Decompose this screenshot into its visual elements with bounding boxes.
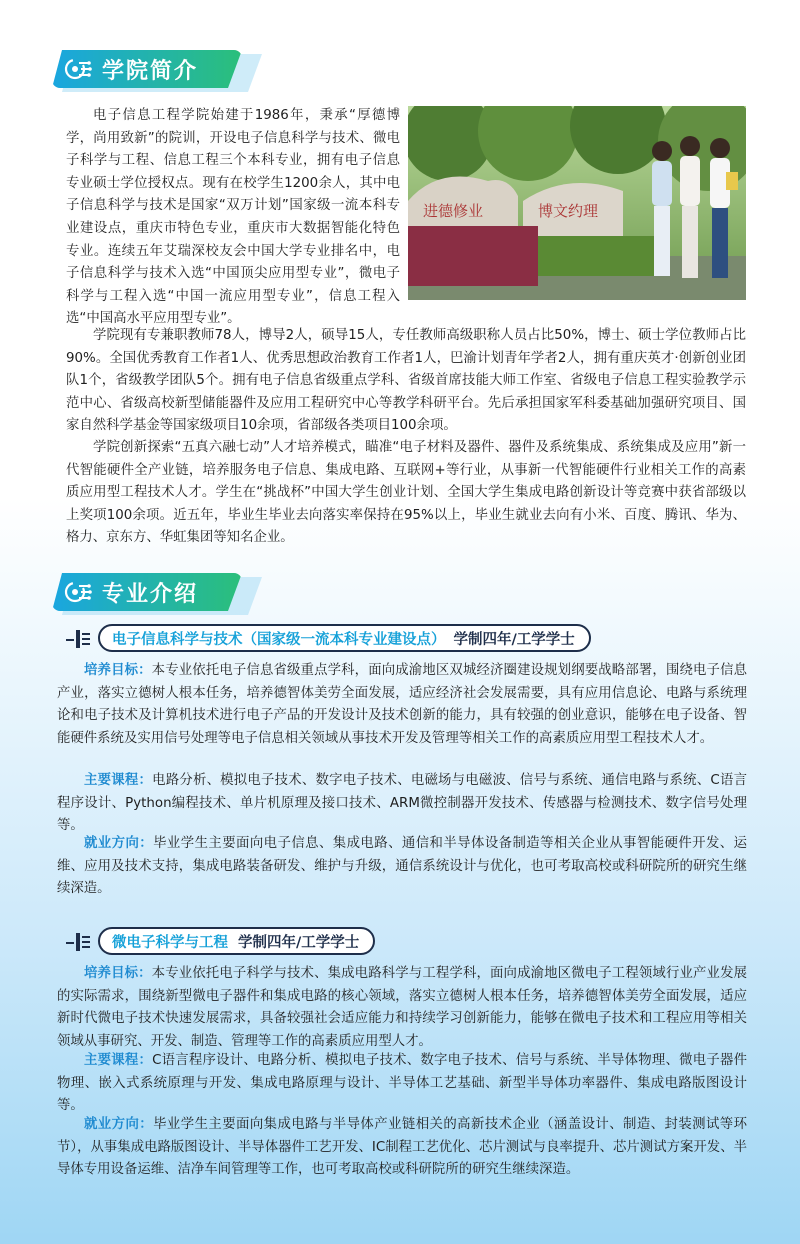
career-text: 毕业学生主要面向集成电路与半导体产业链相关的高新技术企业（涵盖设计、制造、封装测试等环节），从事集成电路版图设计、半导体器件工艺开发、IC制程工艺优化、芯片测试与良率提升、芯片测试方案开发、半导体专用设备运维、洁净车间管理等工作，也可考取高校或科研院所的研究生继续深造。 xyxy=(57,1117,747,1178)
major1-goal xyxy=(57,660,747,750)
major1-career xyxy=(57,833,747,901)
major-degree: 学制四年/工学学士 xyxy=(453,631,575,648)
intro-paragraph-1: 电子信息工程学院始建于1986年，秉承“厚德博学，尚用致新”的院训，开设电子信息科学与技术、微电子科学与工程、信息工程三个本科专业，拥有电子信息专业硕士学位授权点。现有在校学生1200余人，其中电子信息科学与技术是国家“双万计划”国家级一流本科专业建设点，重庆市特色专业，重庆市大数据智能化特色专业。连续五年艾瑞深校友会中国大学专业排名中，电子信息科学与技术入选“中国顶尖应用型专业”，微电子科学与工程入选“中国一流应用型专业”，信息工程入选“中国高水平应用型专业”。 xyxy=(66,108,400,327)
course-label: 主要课程： xyxy=(84,773,153,788)
list-lines-icon xyxy=(66,929,90,953)
career-label: 就业方向： xyxy=(84,1117,154,1132)
section-title: 学院简介 xyxy=(102,58,199,84)
students-campus-image xyxy=(408,106,746,300)
list-lines-icon xyxy=(66,626,90,650)
section-header-major-intro xyxy=(52,573,252,611)
stone-inscription-left: 进德修业 xyxy=(423,202,484,220)
goal-label: 培养目标： xyxy=(84,663,152,678)
major2-courses xyxy=(57,1050,747,1118)
circuit-chip-icon xyxy=(62,54,92,84)
major-name: 电子信息科学与技术（国家级一流本科专业建设点） xyxy=(112,631,446,648)
stone-inscription-right: 博文约理 xyxy=(538,202,599,220)
goal-label: 培养目标： xyxy=(84,966,152,981)
section-header-college-intro xyxy=(52,50,252,88)
major-title-bar xyxy=(98,927,375,955)
intro-paragraph-2: 学院现有专兼职教师78人，博导2人，硕导15人，专任教师高级职称人员占比50%，博士、硕士学位教师占比90%。全国优秀教育工作者1人、优秀思想政治教育工作者1人，巴渝计划青年学者2人，拥有重庆英才·创新创业团队1个，省级教学团队5个。拥有电子信息省级重点学科、省级首席技能大师工作室、省级电子信息工程实验教学示范中心、省级高校新型储能器件及应用工程研究中心等教学科研平台。先后承担国家军科委基础加强研究项目、国家自然科学基金等国家级项目10余项，省部级各类项目100余项。 xyxy=(66,328,746,434)
intro-paragraph-3: 学院创新探索“五真六融七动”人才培养模式，瞄准“电子材料及器件、器件及系统集成、系统集成及应用”新一代智能硬件全产业链，培养服务电子信息、集成电路、互联网+等行业，从事新一代智能硬件行业相关工作的高素质应用型工程技术人才。学生在“挑战杯”中国大学生创业计划、全国大学生集成电路创新设计等竞赛中获省部级以上奖项100余项。近五年，毕业生毕业去向落实率保持在95%以上，毕业生就业去向有小米、百度、腾讯、华为、格力、京东方、华虹集团等知名企业。 xyxy=(66,440,746,546)
circuit-chip-icon xyxy=(62,577,92,607)
course-text: 电路分析、模拟电子技术、数字电子技术、电磁场与电磁波、信号与系统、通信电路与系统、C语言程序设计、Python编程技术、单片机原理及接口技术、ARM微控制器开发技术、传感器与检测技术、数字信号处理等。 xyxy=(57,773,747,834)
course-text: C语言程序设计、电路分析、模拟电子技术、数字电子技术、信号与系统、半导体物理、微电子器件物理、嵌入式系统原理与开发、集成电路原理与设计、半导体工艺基础、新型半导体功率器件、集成电路版图设计等。 xyxy=(57,1053,747,1114)
major-name: 微电子科学与工程 xyxy=(112,934,228,951)
major2-career xyxy=(57,1114,747,1182)
career-label: 就业方向： xyxy=(84,836,154,851)
major-header-eist xyxy=(66,623,591,653)
section-title: 专业介绍 xyxy=(102,581,199,607)
career-text: 毕业学生主要面向电子信息、集成电路、通信和半导体设备制造等相关企业从事智能硬件开发、运维、应用及技术支持，集成电路装备研发、维护与升级，通信系统设计与优化，也可考取高校或科研院所的研究生继续深造。 xyxy=(57,836,747,897)
campus-photo xyxy=(408,106,746,300)
major-degree: 学制四年/工学学士 xyxy=(238,934,360,951)
student-figure-2 xyxy=(680,136,700,278)
major-title-bar xyxy=(98,624,591,652)
major2-goal xyxy=(57,963,747,1053)
major-header-microelectronics xyxy=(66,926,375,956)
goal-text: 本专业依托电子信息省级重点学科，面向成渝地区双城经济圈建设规划纲要战略部署，围绕电子信息产业，落实立德树人根本任务，培养德智体美劳全面发展，适应经济社会发展需要，具有应用信息论、电路与系统理论和电子技术及计算机技术进行电子产品的开发设计及技术创新的能力，具有较强的创业意识，能够在电子设备、智能硬件系统及实用信号处理等电子信息相关领域从事技术开发及管理等相关工作的高素质应用型工程技术人才。 xyxy=(57,663,748,746)
goal-text: 本专业依托电子科学与技术、集成电路科学与工程学科，面向成渝地区微电子工程领域行业产业发展的实际需求，围绕新型微电子器件和集成电路的核心领域，落实立德树人根本任务，培养德智体美劳全面发展，适应新时代微电子技术快速发展需求，具备较强社会适应能力和持续学习创新能力，能够在微电子技术和工程应用等相关领域从事研究、开发、制造、管理等工作的高素质应用型人才。 xyxy=(57,966,748,1049)
course-label: 主要课程： xyxy=(84,1053,153,1068)
major1-courses xyxy=(57,770,747,838)
